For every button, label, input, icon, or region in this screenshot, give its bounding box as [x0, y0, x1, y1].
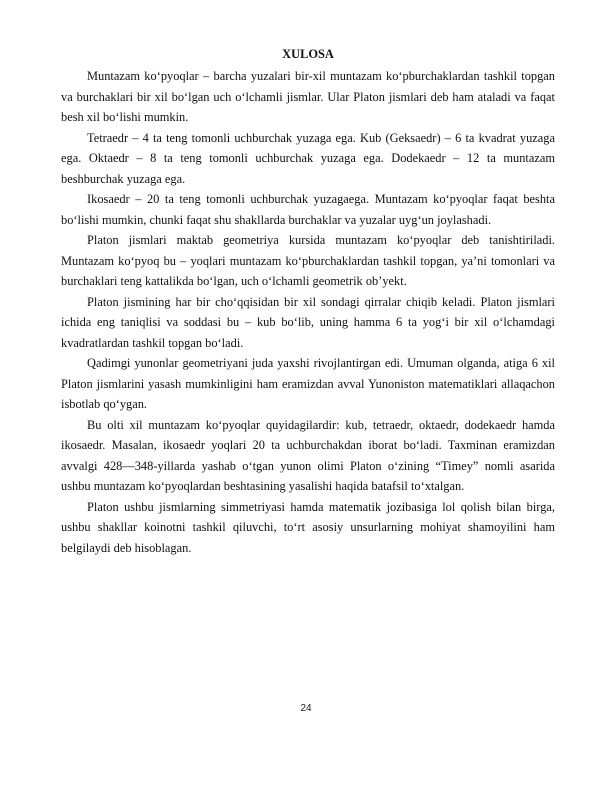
paragraph-definition: Muntazam koʻpyoqlar – barcha yuzalari bir-xil muntazam ko‘pburchaklardan tashkil topgan va burchaklari bir xil bo‘lgan uch o‘lchamli jismlar. Ular Platon jismlari deb ham ataladi va faqat besh xil bo‘lishi mumkin.: [61, 69, 555, 124]
document-page: [61, 44, 555, 558]
paragraph-vertices: Platon jismining har bir choʻqqisidan bir xil sondagi qirralar chiqib keladi. Platon jismlari ichida eng taniqlisi va soddasi bu – kub boʻlib, uning hamma 6 ta yogʻi bir xil oʻlchamdagi kvadratlardan tashkil topgan boʻladi.: [61, 294, 555, 350]
paragraph-tetraedr-kub: Tetraedr – 4 ta teng tomonli uchburchak yuzaga ega. Kub (Geksaedr) – 6 ta kvadrat yuzaga ega. Oktaedr – 8 ta teng tomonli uchburchak yuzaga ega. Dodekaedr – 12 ta muntazam beshburchak yuzaga ega.: [61, 130, 555, 186]
paragraph-ikosaedr: Ikosaedr – 20 ta teng tomonli uchburchak yuzagaega. Muntazam koʻpyoqlar faqat beshta bo‘lishi mumkin, chunki faqat shu shakllarda burchaklar va yuzalar uyg‘un joylashadi.: [61, 192, 555, 227]
document-title: XULOSA: [282, 47, 334, 61]
paragraph-ancient-greeks: Qadimgi yunonlar geometriyani juda yaxshi rivojlantirgan edi. Umuman olganda, atiga 6 xil Platon jismlarini yasash mumkinligini ham eramizdan avval Yunoniston matematiklari allaqachon isbotlab qoʻygan.: [61, 356, 555, 411]
paragraph-school-geometry: Platon jismlari maktab geometriya kursida muntazam koʻpyoqlar deb tanishtiriladi. Muntazam koʻpyoq bu – yoqlari muntazam koʻpburchaklardan tashkil topgan, yaʼni tomonlari va burchaklari teng kattalikda boʻlgan, uch oʻlchamli geometrik ob’yekt.: [61, 233, 555, 288]
page-number: 24: [300, 703, 312, 714]
paragraph-six-solids: Bu olti xil muntazam koʻpyoqlar quyidagilardir: kub, tetraedr, oktaedr, dodekaedr hamda ikosaedr. Masalan, ikosaedr yoqlari 20 ta uchburchakdan iborat boʻladi. Taxminan eramizdan avvalgi 428—348-yillarda yashab oʻtgan yunon olimi Platon oʻzining “Timey” nomli asarida ushbu muntazam koʻpyoqlardan beshtasining yasalishi haqida batafsil toʻxtalgan.: [61, 417, 555, 493]
paragraph-platon-symmetry: Platon ushbu jismlarning simmetriyasi hamda matematik jozibasiga lol qolish bilan birga, ushbu shakllar koinotni tashkil qiluvchi, toʻrt asosiy unsurlarning mohiyat shamoyilini ham belgilaydi deb hisoblagan.: [61, 499, 555, 555]
